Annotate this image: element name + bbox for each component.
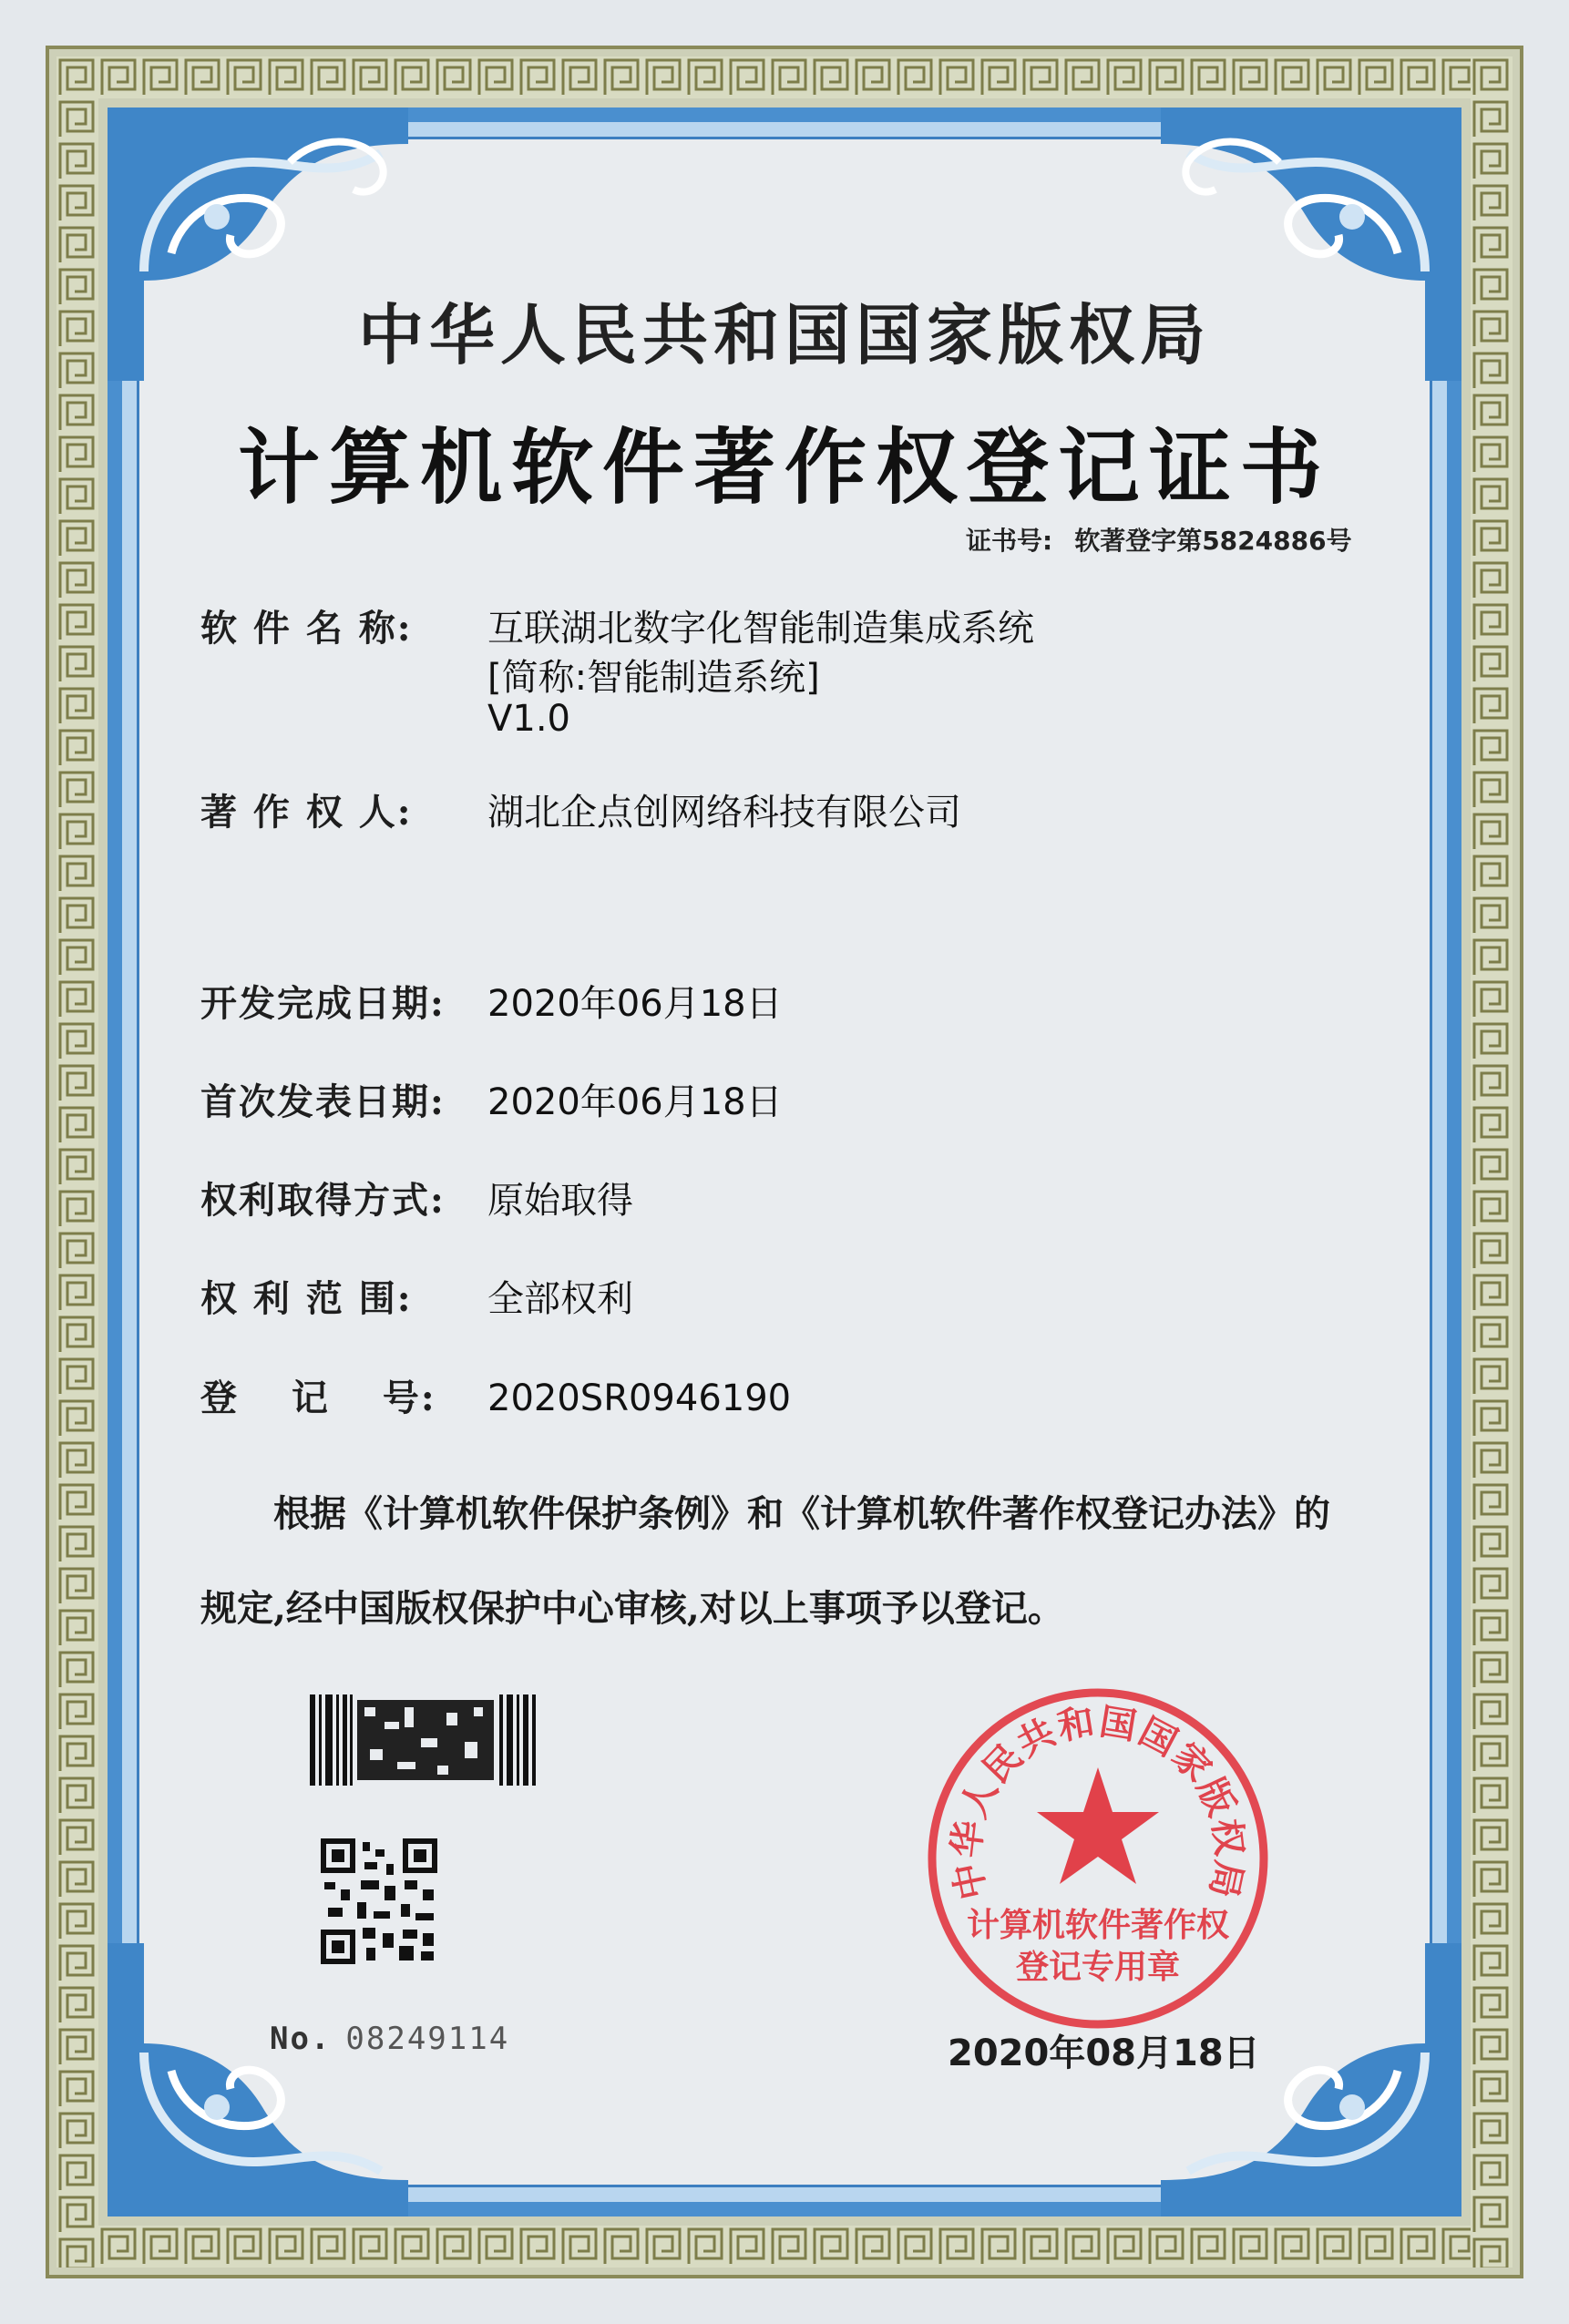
software-short-name: [简称:智能制造系统] [487, 657, 820, 699]
method-row [200, 1172, 633, 1223]
official-seal-icon [920, 1681, 1276, 2036]
serial-number [270, 2021, 509, 2057]
seal-ring-text: 中华人民共和国国家版权局 [944, 1700, 1252, 1904]
corner-ornament-icon [108, 1943, 408, 2217]
issuer-heading: 中华人民共和国国家版权局 [357, 296, 1211, 374]
software-name-row [200, 599, 1034, 651]
reg-no-label: 登 记 号: [200, 1377, 436, 1419]
dev-date-label: 开发完成日期: [200, 982, 446, 1025]
pub-date-value: 2020年06月18日 [487, 1081, 783, 1123]
owner-row [200, 783, 961, 835]
greek-key-border-left [56, 56, 98, 2268]
software-version: V1.0 [487, 698, 570, 740]
owner-label: 著 作 权 人: [200, 791, 413, 834]
statement-paragraph [200, 1467, 1385, 1656]
seal-line-1: 计算机软件著作权 [966, 1906, 1230, 1944]
certificate-number-label: 证书号: [966, 526, 1053, 556]
pub-date-row [200, 1073, 783, 1125]
reg-no-row [200, 1369, 791, 1421]
greek-key-border-bottom [56, 2226, 1513, 2268]
scope-label: 权 利 范 围: [200, 1277, 413, 1320]
dev-date-row [200, 975, 783, 1027]
reg-no-value: 2020SR0946190 [487, 1377, 792, 1419]
statement-line-1: 根据《计算机软件保护条例》和《计算机软件著作权登记办法》的 [273, 1492, 1330, 1535]
dev-date-value: 2020年06月18日 [487, 983, 783, 1025]
statement-line-2: 规定,经中国版权保护中心审核,对以上事项予以登记。 [200, 1587, 1064, 1630]
scope-value: 全部权利 [487, 1278, 633, 1320]
method-label: 权利取得方式: [200, 1179, 446, 1222]
scope-row [200, 1270, 633, 1322]
certificate-title: 计算机软件著作权登记证书 [238, 419, 1331, 516]
qr-code-icon [321, 1838, 437, 1964]
software-name-value: 互联湖北数字化智能制造集成系统 [487, 608, 1034, 650]
pub-date-label: 首次发表日期: [200, 1080, 446, 1123]
certificate-number-value: 软著登字第5824886号 [1074, 526, 1352, 556]
seal-date: 2020年08月18日 [948, 2032, 1260, 2074]
software-name-label: 软 件 名 称: [200, 607, 413, 650]
barcode-icon [310, 1694, 538, 1786]
greek-key-border-top [56, 56, 1513, 98]
serial-prefix: No. [270, 2021, 332, 2057]
owner-value: 湖北企点创网络科技有限公司 [487, 792, 961, 834]
serial-value: 08249114 [345, 2021, 510, 2057]
greek-key-border-right [1471, 56, 1513, 2268]
certificate-number [966, 521, 1352, 558]
method-value: 原始取得 [487, 1180, 633, 1222]
seal-line-2: 登记专用章 [1015, 1948, 1181, 1986]
